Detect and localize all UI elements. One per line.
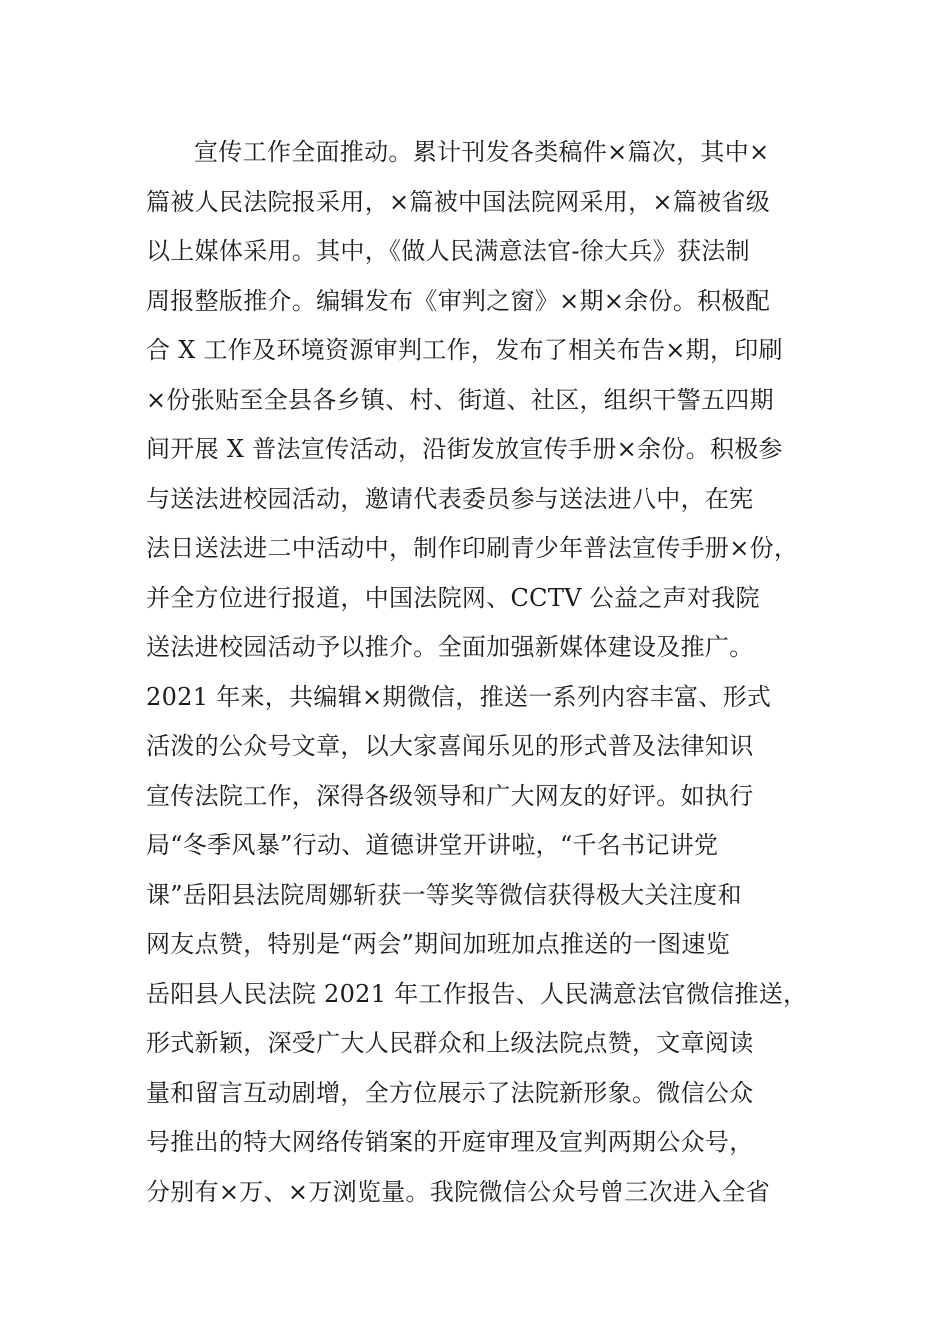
paragraph-line: 活泼的公众号文章，以大家喜闻乐见的形式普及法律知识 [146,732,754,760]
paragraph-line: 篇被人民法院报采用，×篇被中国法院网采用，×篇被省级 [146,187,771,216]
paragraph-line: 形式新颖，深受广大人民群众和上级法院点赞，文章阅读 [146,1029,754,1057]
paragraph-line: 量和留言互动剧增，全方位展示了法院新形象。微信公众 [146,1078,754,1107]
paragraph-line: 宣传法院工作，深得各级领导和广大网友的好评。如执行 [146,781,754,810]
paragraph-line: 分别有×万、×万浏览量。我院微信公众号曾三次进入全省 [146,1177,771,1206]
paragraph-line: 宣传工作全面推动。累计刊发各类稿件×篇次，其中× [194,138,770,166]
paragraph-line: 合 X 工作及环境资源审判工作，发布了相关布告×期，印刷 [146,336,783,364]
paragraph-line: 网友点赞，特别是“两会”期间加班加点推送的一图速览 [146,930,731,958]
paragraph-line: 号推出的特大网络传销案的开庭审理及宣判两期公众号， [146,1128,754,1156]
paragraph-line: ×份张贴至全县各乡镇、村、街道、社区，组织干警五四期 [146,385,774,414]
paragraph-line: 送法进校园活动予以推介。全面加强新媒体建设及推广。 [146,633,754,661]
paragraph-line: 局“冬季风暴”行动、道德讲堂开讲啦，“千名书记讲党 [146,831,719,859]
paragraph-line: 课”岳阳县法院周娜斩获一等奖等微信获得极大关注度和 [146,880,742,909]
paragraph-line: 并全方位进行报道，中国法院网、CCTV 公益之声对我院 [146,583,760,612]
paragraph-line: 法日送法进二中活动中，制作印刷青少年普法宣传手册×份， [146,534,799,562]
body-paragraph [146,128,826,1217]
paragraph-line: 以上媒体采用。其中，《做人民满意法官-徐大兵》获法制 [146,237,750,265]
paragraph-line: 2021 年来，共编辑×期微信，推送一系列内容丰富、形式 [146,682,772,711]
paragraph-line: 岳阳县人民法院 2021 年工作报告、人民满意法官微信推送， [146,979,808,1008]
paragraph-line: 与送法进校园活动，邀请代表委员参与送法进八中，在宪 [146,484,754,513]
paragraph-line: 间开展 X 普法宣传活动，沿街发放宣传手册×余份。积极参 [146,435,783,463]
paragraph-line: 周报整版推介。编辑发布《审判之窗》×期×余份。积极配 [146,286,771,315]
